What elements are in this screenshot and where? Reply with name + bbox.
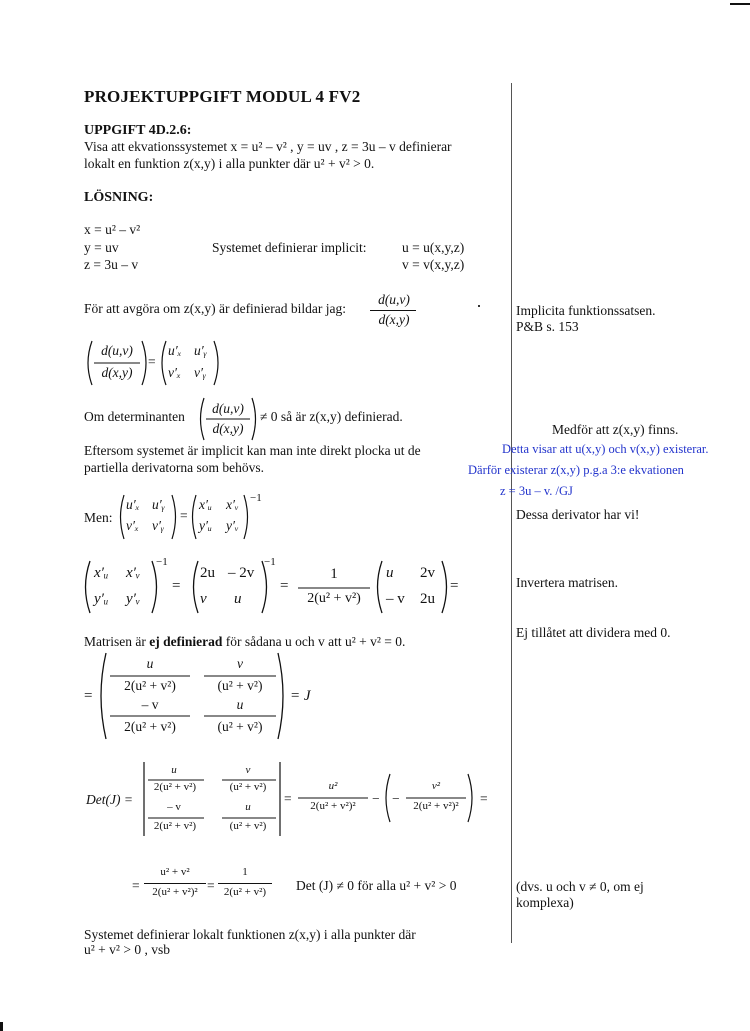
decide-text: För att avgöra om z(x,y) är definierad bildar jag:	[84, 301, 347, 316]
implicit-line-2: partiella derivatorna som behövs.	[84, 460, 264, 475]
stray-dot	[478, 305, 480, 307]
men-label: Men:	[84, 510, 113, 525]
men-yu: y′ᵤ	[199, 518, 212, 533]
det-den1: 2(u² + v²)	[153, 781, 197, 793]
equation-y: y = uv	[84, 240, 119, 255]
det-numerator: d(u,v)	[212, 401, 244, 416]
fraction-bar	[218, 883, 272, 884]
J-minus-v: – v	[141, 697, 159, 712]
r-2u: 2u	[420, 591, 435, 607]
r2-num: u² + v²	[160, 866, 190, 878]
equals-sign: =	[132, 878, 140, 893]
equals-sign: =	[172, 578, 181, 594]
right-paren	[278, 653, 283, 739]
left-paren	[201, 398, 205, 440]
det-den1b: 2(u² + v²)	[153, 820, 197, 832]
page-title: PROJEKTUPPGIFT MODUL 4 FV2	[84, 87, 361, 106]
left-paren	[88, 341, 92, 385]
inverse-exponent: −1	[156, 556, 168, 568]
detJ-label: Det(J) =	[86, 792, 133, 807]
margin-implicit-theorem: Implicita funktionssatsen.	[516, 303, 656, 318]
teacher-note-line-3: z = 3u – v. /GJ	[500, 484, 573, 498]
inv-one: 1	[330, 566, 338, 582]
jac-vx: v′ₓ	[168, 365, 181, 380]
left-paren	[101, 653, 106, 739]
inv-xu: x′ᵤ	[94, 565, 109, 581]
left-paren	[86, 561, 91, 613]
J-den2: (u² + v²)	[217, 678, 263, 693]
task-line-2: lokalt en funktion z(x,y) i alla punkter där u² + v² > 0.	[84, 156, 375, 171]
left-paren	[162, 341, 166, 385]
right-paren	[442, 561, 447, 613]
right-paren	[172, 495, 176, 539]
equals-sign: =	[180, 508, 188, 523]
J-den2b: (u² + v²)	[217, 719, 263, 734]
r-2v: 2v	[420, 565, 435, 581]
det-prefix: Om determinanten	[84, 409, 185, 424]
d-u2: u²	[328, 780, 338, 792]
margin-reference: P&B s. 153	[516, 319, 579, 334]
margin-derivatives: Dessa derivator har vi!	[516, 507, 640, 522]
fraction-bar	[144, 883, 206, 884]
J-den1: 2(u² + v²)	[124, 678, 176, 693]
men-xu: x′ᵤ	[199, 497, 212, 512]
margin-invert: Invertera matrisen.	[516, 575, 618, 590]
scan-mark-bottom-left	[0, 1022, 3, 1031]
men-vy: v′ᵧ	[152, 518, 165, 533]
J-u2: u	[236, 697, 244, 712]
minus-sign: −	[372, 791, 380, 806]
d-den: 2(u² + v²)²	[310, 800, 356, 812]
jac-vy: v′ᵧ	[194, 365, 207, 380]
r-u: u	[386, 565, 394, 581]
det-u: u	[171, 764, 177, 776]
equals-sign: =	[284, 791, 292, 806]
inverse-exponent: −1	[264, 556, 276, 568]
conclusion-line-1: Systemet definierar lokalt funktionen z(x,y) i alla punkter där	[84, 927, 416, 942]
inv-xv: x′ᵥ	[126, 565, 141, 581]
inv-denominator: 2(u² + v²)	[307, 591, 361, 606]
m-u: u	[234, 591, 242, 607]
inverse-exponent: −1	[250, 492, 262, 504]
solution-heading: LÖSNING:	[84, 190, 154, 205]
men-vx: v′ₓ	[126, 518, 139, 533]
J-u: u	[146, 656, 154, 671]
margin-divider	[511, 83, 512, 943]
minus-sign: −	[392, 791, 400, 806]
r2-den: 2(u² + v²)²	[152, 886, 198, 898]
implicit-line-1: Eftersom systemet är implicit kan man inte direkt plocka ut de	[84, 443, 421, 458]
equals-sign: =	[450, 578, 459, 594]
men-uy: u′ᵧ	[152, 497, 165, 512]
left-paren	[386, 774, 390, 822]
v-definition: v = v(x,y,z)	[402, 257, 465, 272]
men-ux: u′ₓ	[126, 497, 140, 512]
margin-implies: Medför att z(x,y) finns.	[552, 422, 679, 437]
jacobian-denominator: d(x,y)	[101, 365, 133, 380]
left-paren	[378, 561, 383, 613]
d-den-b: 2(u² + v²)²	[413, 800, 459, 812]
conclusion-line-2: u² + v² > 0 , vsb	[84, 942, 170, 957]
m-minus-2v: – 2v	[228, 565, 255, 581]
implicit-label: Systemet definierar implicit:	[212, 240, 367, 255]
fraction-bar	[370, 310, 416, 311]
equation-x: x = u² – v²	[84, 222, 141, 237]
margin-no-divide: Ej tillåtet att dividera med 0.	[516, 625, 671, 640]
men-yv: y′ᵥ	[226, 518, 239, 533]
J-den1b: 2(u² + v²)	[124, 719, 176, 734]
left-paren	[194, 561, 199, 613]
right-paren	[214, 341, 218, 385]
task-heading: UPPGIFT 4D.2.6:	[84, 123, 192, 138]
jacobian-numerator: d(u,v)	[101, 343, 133, 358]
det-suffix: ≠ 0 så är z(x,y) definierad.	[260, 409, 403, 424]
equals-sign: =	[280, 578, 289, 594]
equation-z: z = 3u – v	[84, 257, 139, 272]
margin-final-note-1: (dvs. u och v ≠ 0, om ej	[516, 879, 644, 894]
det-minus-v: – v	[167, 801, 181, 813]
scan-mark-top-right	[730, 3, 750, 5]
men-xv: x′ᵥ	[226, 497, 239, 512]
jac-ux: u′ₓ	[168, 343, 182, 358]
undefined-suffix: för sådana u och v att u² + v² = 0.	[222, 634, 406, 649]
J-label: = J	[290, 688, 311, 704]
right-paren	[468, 774, 472, 822]
r-minus-v: – v	[386, 591, 405, 607]
det-v: v	[245, 764, 251, 776]
equals-sign: =	[480, 791, 488, 806]
equals-sign: =	[207, 878, 215, 893]
r2-den2: 2(u² + v²)	[223, 886, 267, 898]
right-paren	[142, 341, 146, 385]
J-v: v	[237, 656, 243, 671]
detJ-text: Det (J) ≠ 0 för alla u² + v² > 0	[296, 878, 457, 893]
equals-sign: =	[84, 688, 93, 704]
teacher-note-line-2: Därför existerar z(x,y) p.g.a 3:e ekvationen	[468, 463, 684, 477]
u-definition: u = u(x,y,z)	[402, 240, 465, 255]
right-paren	[244, 495, 248, 539]
det-den2b: (u² + v²)	[229, 820, 267, 832]
margin-final-note-2: komplexa)	[516, 895, 574, 910]
right-paren	[262, 561, 267, 613]
equals-sign: =	[148, 354, 156, 369]
right-paren	[152, 561, 157, 613]
det-den2: (u² + v²)	[229, 781, 267, 793]
jac-uy: u′ᵧ	[194, 343, 207, 358]
r2-one: 1	[242, 866, 248, 878]
det-denominator: d(x,y)	[212, 421, 244, 436]
left-paren	[193, 495, 197, 539]
inv-yv: y′ᵥ	[126, 591, 141, 607]
fraction-numerator: d(u,v)	[378, 292, 410, 307]
d-v2: v²	[431, 780, 441, 792]
undefined-statement	[84, 634, 405, 650]
m-v: v	[200, 591, 207, 607]
m-2u: 2u	[200, 565, 215, 581]
fraction-denominator: d(x,y)	[378, 312, 410, 327]
left-paren	[121, 495, 125, 539]
right-paren	[252, 398, 256, 440]
task-line-1: Visa att ekvationssystemet x = u² – v² , y = uv , z = 3u – v definierar	[84, 139, 452, 154]
det-u2: u	[245, 801, 251, 813]
inv-yu: y′ᵤ	[94, 591, 109, 607]
undefined-bold: ej definierad	[149, 634, 223, 649]
undefined-prefix: Matrisen är	[84, 634, 150, 649]
teacher-note-line-1: Detta visar att u(x,y) och v(x,y) existerar.	[502, 442, 709, 456]
